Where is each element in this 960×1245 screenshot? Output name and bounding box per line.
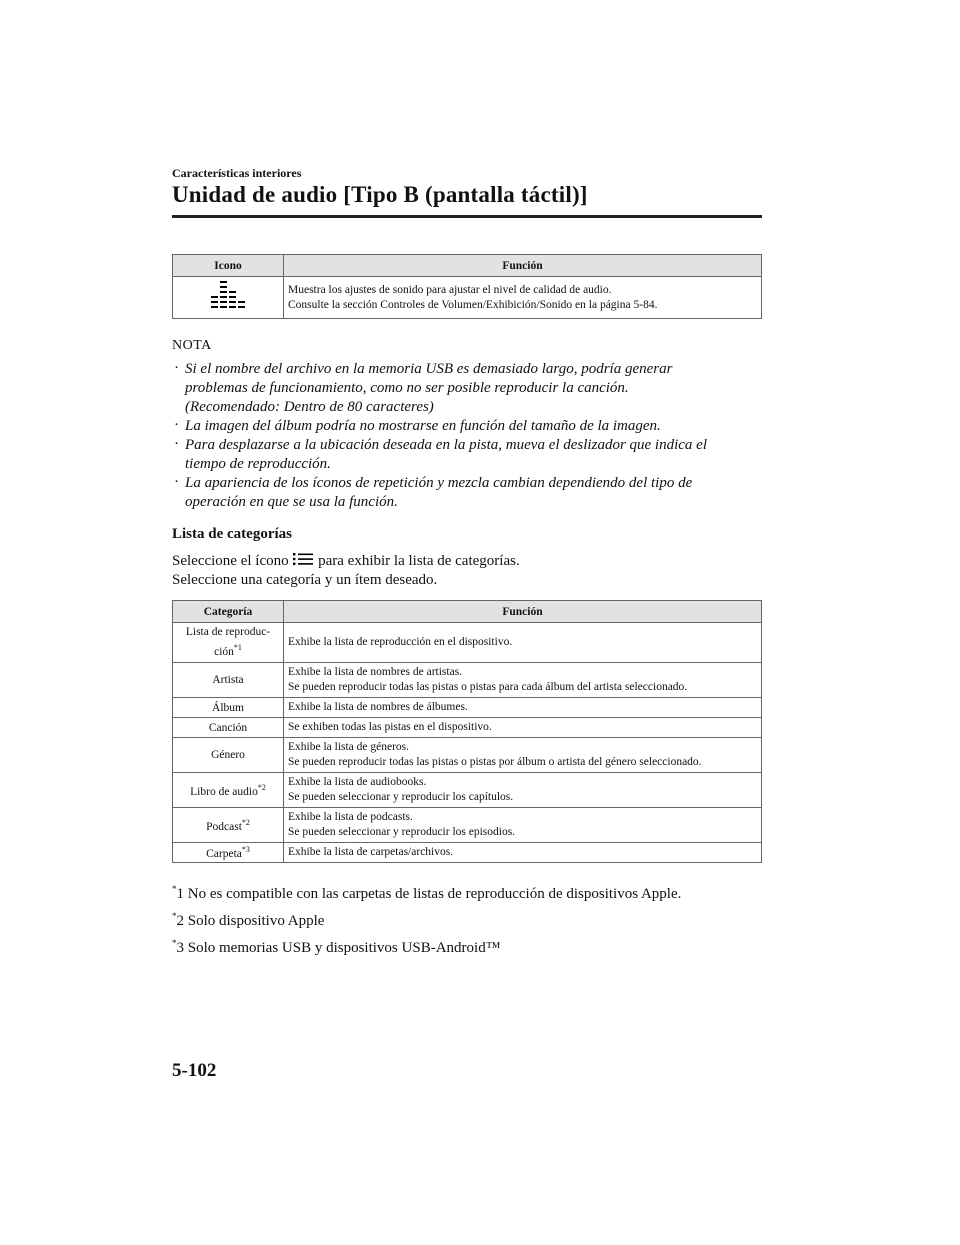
function-line: Exhibe la lista de audiobooks. [288,776,427,788]
bullet-icon: · [174,360,179,376]
category-label: Podcast [206,820,242,833]
category-cell [173,843,284,863]
list-item [172,436,762,474]
category-label-part: ción [214,646,234,658]
table-header-row [173,255,762,277]
note-line: La imagen del álbum podría no mostrarse en función del tamaño de la imagen. [185,418,661,434]
function-line: Se pueden reproducir todas las pistas o pistas por álbum o artista del género seleccionado. [288,756,702,768]
title-divider [172,215,762,218]
note-line: (Recomendado: Dentro de 80 caracteres) [185,399,434,415]
footnotes [172,878,772,959]
table-row [173,698,762,718]
category-cell [173,698,284,718]
function-line: Consulte la sección Controles de Volumen/Exhibición/Sonido en la página 5-84. [288,298,658,311]
function-line: Exhibe la lista de géneros. [288,741,410,753]
column-header-function: Función [284,255,762,277]
function-cell [284,623,762,663]
column-header-icon: Icono [173,255,284,277]
table-row [173,277,762,319]
category-cell [173,808,284,843]
function-line: Se pueden reproducir todas las pistas o pistas para cada álbum del artista seleccionado. [288,681,688,693]
category-cell [173,718,284,738]
function-cell [284,663,762,698]
function-line: Exhibe la lista de podcasts. [288,811,413,823]
table-row [173,773,762,808]
note-line: tiempo de reproducción. [185,456,331,472]
footnote-text: 1 No es compatible con las carpetas de listas de reproducción de dispositivos Apple. [176,886,682,902]
footnote-mark: * [172,938,177,948]
function-cell [284,738,762,773]
function-cell [284,718,762,738]
category-label: Carpeta [206,848,242,860]
function-line: Se pueden seleccionar y reproducir los capítulos. [288,791,514,803]
footnote [172,878,772,905]
table-row [173,843,762,863]
table-row [173,663,762,698]
footnote-text: 2 Solo dispositivo Apple [176,913,325,929]
list-item [172,417,762,436]
bullet-icon: · [174,474,179,490]
footnote [172,932,772,959]
note-line: Si el nombre del archivo en la memoria USB es demasiado largo, podría generar [185,361,673,377]
footnote-ref: *1 [233,643,242,652]
page-title: Unidad de audio [Tipo B (pantalla táctil)] [172,182,588,207]
category-heading: Lista de categorías [172,526,292,542]
function-cell [284,277,762,319]
function-line: Exhibe la lista de carpetas/archivos. [288,846,454,858]
category-label: Lista de reproduc- [185,626,271,638]
note-list [172,360,762,512]
function-cell [284,808,762,843]
function-cell [284,773,762,808]
table-row [173,623,762,663]
category-label: Álbum [212,701,244,714]
category-cell [173,773,284,808]
category-label: Género [211,749,245,761]
list-icon [292,552,314,566]
note-line: operación en que se usa la función. [185,494,398,510]
icon-cell [173,277,284,319]
note-line: Para desplazarse a la ubicación deseada en la pista, mueva el deslizador que indica el [185,437,708,453]
category-label: Libro de audio [190,785,258,798]
column-header-function: Función [284,601,762,623]
table-row [173,738,762,773]
instruction-line-2: Seleccione una categoría y un ítem deseado. [172,572,438,588]
function-cell [284,698,762,718]
function-cell [284,843,762,863]
function-line: Exhibe la lista de nombres de artistas. [288,666,463,678]
category-label: Canción [208,721,248,734]
page-number: 5-102 [172,1060,217,1081]
table-row [173,808,762,843]
table-row [173,718,762,738]
column-header-category: Categoría [173,601,284,623]
equalizer-sound-settings-icon [208,279,248,313]
table-header-row [173,601,762,623]
instruction-line [172,552,520,570]
instruction-text: Seleccione el ícono [172,553,289,569]
function-line: Muestra los ajustes de sonido para ajustar el nivel de calidad de audio. [288,283,612,296]
category-cell [173,663,284,698]
category-cell [173,623,284,663]
function-line: Exhibe la lista de nombres de álbumes. [288,701,468,713]
list-item [172,360,762,417]
icon-function-table [172,254,762,319]
footnote-mark: * [172,884,177,894]
footnote-ref: *3 [241,845,250,854]
category-label-cont [177,640,279,660]
section-label: Características interiores [172,166,302,180]
footnote-ref: *2 [257,782,266,792]
function-line: Se pueden seleccionar y reproducir los episodios. [288,826,516,838]
category-label: Artista [212,674,244,686]
note-title: NOTA [172,338,212,353]
footnote-text: 3 Solo memorias USB y dispositivos USB-Android™ [176,940,501,956]
bullet-icon: · [174,417,179,433]
footnote-mark: * [172,911,177,921]
bullet-icon: · [174,436,179,452]
category-function-table [172,600,762,863]
function-line: Se exhiben todas las pistas en el dispositivo. [288,721,492,733]
function-line: Exhibe la lista de reproducción en el dispositivo. [288,636,513,648]
list-item [172,474,762,512]
note-line: problemas de funcionamiento, como no ser posible reproducir la canción. [185,380,629,396]
footnote [172,905,772,932]
category-cell [173,738,284,773]
instruction-text: para exhibir la lista de categorías. [318,553,520,569]
note-line: La apariencia de los íconos de repetición y mezcla cambian dependiendo del tipo de [185,475,693,491]
footnote-ref: *2 [241,817,250,827]
